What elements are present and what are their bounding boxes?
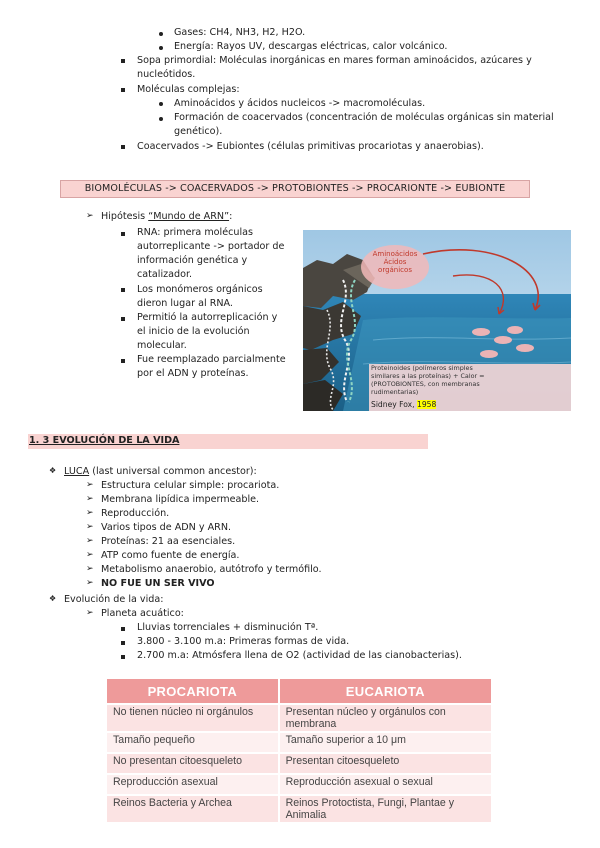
table-row: [107, 774, 492, 795]
luca-item: ATP como fuente de energía.: [101, 550, 240, 561]
bullet-square: [121, 655, 125, 659]
section-title: 1. 3 EVOLUCIÓN DE LA VIDA: [29, 435, 180, 446]
bullet-square: [121, 88, 125, 92]
bullet-square: [121, 359, 125, 363]
arn-item-cont: el inicio de la evolución: [137, 326, 250, 337]
arrow-bullet-icon: ➢: [86, 494, 94, 504]
table-cell: Reinos Bacteria y Archea: [107, 795, 279, 822]
arn-heading: Hipótesis “Mundo de ARN”:: [101, 211, 233, 222]
header-eucariota: EUCARIOTA: [279, 679, 492, 704]
bullet-square: [121, 232, 125, 236]
table-cell: Presentan núcleo y orgánulos con membrana: [279, 704, 492, 732]
luca-item: Estructura celular simple: procariota.: [101, 480, 280, 491]
table-cell: Tamaño pequeño: [107, 732, 279, 753]
luca-name: LUCA: [64, 466, 90, 477]
arrow-bullet-icon: ➢: [86, 522, 94, 532]
bullet-square: [121, 288, 125, 292]
luca-item: Reproducción.: [101, 508, 170, 519]
diamond-bullet-icon: ❖: [49, 466, 57, 475]
arrow-bullet-icon: ➢: [86, 211, 94, 221]
arn-item: Permitió la autorreplicación y: [137, 312, 278, 323]
comparison-table: [107, 679, 493, 822]
bullet-square: [121, 627, 125, 631]
table-cell: Reproducción asexual: [107, 774, 279, 795]
diamond-bullet-icon: ❖: [49, 594, 57, 603]
arn-item: Fue reemplazado parcialmente: [137, 354, 286, 365]
arn-item-cont: autorreplicante -> portador de: [137, 241, 285, 252]
arn-item: RNA: primera moléculas: [137, 227, 254, 238]
list-item-aminoacidos: Aminoácidos y ácidos nucleicos -> macromoléculas.: [174, 98, 426, 109]
bullet-dot: [159, 117, 163, 121]
table-cell: Presentan citoesqueleto: [279, 753, 492, 774]
list-item-sopa-cont: nucleótidos.: [137, 69, 196, 80]
list-item-gases: Gases: CH4, NH3, H2, H2O.: [174, 27, 306, 38]
planeta-heading: Planeta acuático:: [101, 608, 184, 619]
arrow-bullet-icon: ➢: [86, 508, 94, 518]
highlighted-year: 1958: [416, 400, 437, 409]
arrow-bullet-icon: ➢: [86, 578, 94, 588]
list-item-eubiontes: Coacervados -> Eubiontes (células primitivas procariotas y anaerobias).: [137, 141, 484, 152]
table-cell: Reinos Protoctista, Fungi, Plantae y Animalia: [279, 795, 492, 822]
list-item-energia: Energía: Rayos UV, descargas eléctricas, calor volcánico.: [174, 41, 448, 52]
flow-banner: BIOMOLÉCULAS -> COACERVADOS -> PROTOBIONTES -> PROCARIONTE -> EUBIONTE: [60, 180, 530, 198]
arn-item-cont: catalizador.: [137, 269, 193, 280]
image-caption: Proteinoides (polímeros simples similares a las proteínas) + Calor = (PROTOBIONTES, con membranas rudimentarias): [371, 364, 485, 396]
list-item-sopa: Sopa primordial: Moléculas inorgánicas en mares forman aminoácidos, azúcares y: [137, 55, 532, 66]
bullet-square: [121, 317, 125, 321]
bullet-dot: [159, 102, 163, 106]
bullet-square: [121, 59, 125, 63]
arn-item: Los monómeros orgánicos: [137, 284, 263, 295]
evolucion-item: Lluvias torrenciales + disminución Tª.: [137, 622, 319, 633]
arrow-bullet-icon: ➢: [86, 550, 94, 560]
evolucion-item: 2.700 m.a: Atmósfera llena de O2 (actividad de las cianobacterias).: [137, 650, 462, 661]
arrow-bullet-icon: ➢: [86, 608, 94, 618]
arn-title: “Mundo de ARN”: [148, 211, 230, 222]
luca-heading: LUCA (last universal common ancestor):: [64, 466, 257, 477]
table-row: [107, 753, 492, 774]
table-header-row: [107, 679, 492, 704]
arn-item-cont: por el ADN y proteínas.: [137, 368, 249, 379]
bullet-dot: [159, 46, 163, 50]
table-cell: Tamaño superior a 10 μm: [279, 732, 492, 753]
image-label-top: Aminoácidos Ácidos orgánicos: [372, 250, 418, 274]
bullet-dot: [159, 32, 163, 36]
image-credit: Sidney Fox, 1958: [371, 400, 437, 409]
table-cell: No tienen núcleo ni orgánulos: [107, 704, 279, 732]
primordial-sea-image: [303, 230, 571, 411]
evolucion-heading: Evolución de la vida:: [64, 594, 164, 605]
luca-item: Metabolismo anaerobio, autótrofo y termófilo.: [101, 564, 322, 575]
list-item-coacervados-cont: genético).: [174, 126, 223, 137]
luca-item-bold: NO FUE UN SER VIVO: [101, 578, 215, 589]
table-row: [107, 732, 492, 753]
arn-item-cont: molecular.: [137, 340, 187, 351]
arrow-bullet-icon: ➢: [86, 536, 94, 546]
arn-item-cont: dieron lugar al RNA.: [137, 298, 233, 309]
evolucion-item: 3.800 - 3.100 m.a: Primeras formas de vida.: [137, 636, 350, 647]
list-item-coacervados: Formación de coacervados (concentración de moléculas orgánicas sin material: [174, 112, 554, 123]
header-procariota: PROCARIOTA: [107, 679, 279, 704]
arrow-bullet-icon: ➢: [86, 480, 94, 490]
luca-item: Proteínas: 21 aa esenciales.: [101, 536, 236, 547]
bullet-square: [121, 641, 125, 645]
arrow-bullet-icon: ➢: [86, 564, 94, 574]
bullet-square: [121, 145, 125, 149]
arn-item-cont: información genética y: [137, 255, 248, 266]
luca-item: Membrana lipídica impermeable.: [101, 494, 260, 505]
table-cell: No presentan citoesqueleto: [107, 753, 279, 774]
table-cell: Reproducción asexual o sexual: [279, 774, 492, 795]
luca-item: Varios tipos de ADN y ARN.: [101, 522, 232, 533]
table-row: [107, 795, 492, 822]
table-row: [107, 704, 492, 732]
list-item-complejas: Moléculas complejas:: [137, 84, 240, 95]
